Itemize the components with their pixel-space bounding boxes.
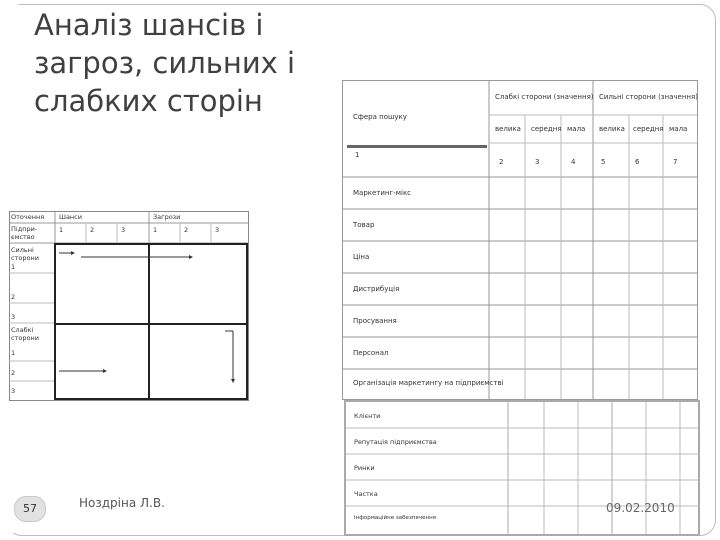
zagrozy-num-3: 3 — [215, 226, 220, 234]
shansy-num-1: 1 — [59, 226, 64, 234]
col-num-5: 5 — [601, 158, 606, 166]
shansy-header: Шанси — [59, 213, 82, 221]
row-num-3: 3 — [11, 313, 16, 321]
col-num-2: 2 — [499, 158, 504, 166]
row-num-4: 1 — [11, 349, 16, 357]
zagrozy-num-1: 1 — [153, 226, 158, 234]
weak-label: Слабкі сторони — [11, 326, 39, 342]
title-line-1: Аналіз шансів і — [34, 8, 264, 42]
zagrozy-header: Загрози — [153, 213, 181, 221]
row-num-5: 2 — [11, 369, 16, 377]
row-num-1: 1 — [11, 263, 16, 271]
level-5: середня — [633, 125, 664, 133]
row-marketing-mix: Маркетинг-мікс — [353, 189, 412, 197]
col-num-4: 4 — [571, 158, 576, 166]
row-personnel: Персонал — [353, 349, 389, 357]
col-num-6: 6 — [635, 158, 640, 166]
row-marketing-org: Організація маркетингу на підприємстві — [353, 379, 504, 387]
swot-matrix — [9, 211, 249, 401]
zagrozy-num-2: 2 — [184, 226, 189, 234]
row-promotion: Просування — [353, 317, 397, 325]
level-6: мала — [669, 125, 688, 133]
level-4: велика — [599, 125, 625, 133]
row-reputation: Репутація підприємства — [354, 438, 437, 446]
col-num-3: 3 — [535, 158, 540, 166]
col-num-1: 1 — [355, 151, 360, 159]
author: Ноздріна Л.В. — [79, 496, 165, 510]
row-distribution: Дистрибуція — [353, 285, 400, 293]
strong-values-header: Сильні сторони (значення) — [599, 93, 698, 101]
evaluation-table-continued — [344, 400, 700, 536]
row-num-6: 3 — [11, 387, 16, 395]
page-number: 57 — [14, 496, 46, 522]
row-info: Інформаційне забезпечення — [354, 515, 436, 521]
row-clients: Клієнти — [354, 412, 381, 420]
shansy-num-2: 2 — [90, 226, 95, 234]
level-1: велика — [495, 125, 521, 133]
evaluation-table — [342, 80, 698, 400]
date: 09.02.2010 — [606, 501, 675, 515]
shansy-num-3: 3 — [121, 226, 126, 234]
env-header: Оточення — [11, 213, 45, 221]
title-line-2: загроз, сильних і — [34, 46, 296, 80]
enterprise-header: Підпри-ємство — [11, 225, 38, 241]
strong-label: Сильні сторони — [11, 246, 39, 262]
title-line-3: слабких сторін — [34, 84, 263, 118]
weak-values-header: Слабкі сторони (значення) — [495, 93, 594, 101]
level-2: середня — [531, 125, 562, 133]
slide-title — [34, 6, 334, 120]
col-num-7: 7 — [673, 158, 678, 166]
row-price: Ціна — [353, 253, 370, 261]
row-markets: Ринки — [354, 464, 375, 472]
row-share: Частка — [354, 490, 378, 498]
sphere-header: Сфера пошуку — [353, 113, 407, 121]
row-product: Товар — [353, 221, 375, 229]
level-3: мала — [567, 125, 586, 133]
row-num-2: 2 — [11, 293, 16, 301]
